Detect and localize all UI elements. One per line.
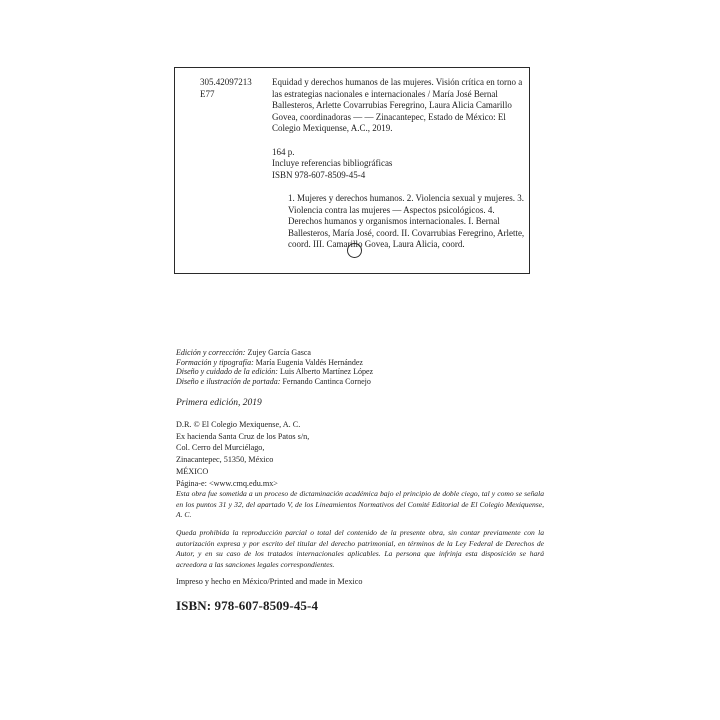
- credit-line: [176, 377, 373, 387]
- edition-statement: Primera edición, 2019: [176, 398, 262, 408]
- rights-line: Zinacantepec, 51350, México: [176, 455, 274, 465]
- isbn-footer: ISBN: 978-607-8509-45-4: [176, 598, 319, 613]
- credit-name: María Eugenia Valdés Hernández: [255, 357, 363, 367]
- credit-name: Luis Alberto Martínez López: [279, 367, 374, 377]
- credit-role: Diseño y cuidado de la edición:: [176, 367, 278, 377]
- catalog-entry: [272, 77, 526, 251]
- catalog-bibliography-note: Incluye referencias bibliográficas: [272, 158, 393, 168]
- credit-name: Zujey García Gasca: [247, 348, 311, 357]
- peer-review-note: Esta obra fue sometida a un proceso de dictaminación académica bajo el principio de doble ciego, tal y como se señala en los puntos 31 y 32, del apartado V, de los Lineamientos Normativos del Comité Editorial de El Colegio Mexiquense, A. C.: [176, 489, 544, 520]
- catalog-subjects: 1. Mujeres y derechos humanos. 2. Violencia sexual y mujeres. 3. Violencia contra las mujeres — Aspectos psicológicos. 4. Derechos humanos y organismos internacionales. I. Bernal Ballesteros, María José, coord. II. Covarrubias Feregrino, Arlette, coord. III. Camarillo Govea, Laura Alicia, coord.: [288, 193, 525, 249]
- card-punch-hole: [347, 243, 362, 258]
- rights-line: D.R. © El Colegio Mexiquense, A. C.: [176, 420, 301, 429]
- credit-role: Diseño e ilustración de portada:: [176, 376, 281, 386]
- rights-block: [176, 419, 309, 489]
- copyright-note: Queda prohibida la reproducción parcial o total del contenido de la presente obra, sin contar previamente con la autorización expresa y por escrito del titular del derecho patrimonial, en términos de la Ley Federal de Derechos de Autor, y en su caso de los tratados internacionales aplicables. La persona que infrinja esta disposición se hará acreedora a las sanciones legales correspondientes.: [176, 528, 544, 569]
- catalog-pages: 164 p.: [272, 146, 295, 157]
- catalog-description: Equidad y derechos humanos de las mujeres. Visión crítica en torno a las estrategias nacionales e internacionales / María José Bernal Ballesteros, Arlette Covarrubias Feregrino, Laura Alicia Camarillo Govea, coordinadoras — — Zinacantepec, Estado de México: El Colegio Mexiquense, A.C., 2019.: [272, 77, 523, 133]
- printed-in-statement: Impreso y hecho en México/Printed and made in Mexico: [176, 577, 363, 586]
- rights-line: Col. Cerro del Murciélago,: [176, 443, 265, 453]
- call-number: [200, 77, 252, 100]
- call-number-line: E77: [200, 88, 215, 99]
- rights-line: Ex hacienda Santa Cruz de los Patos s/n,: [176, 431, 310, 441]
- credit-line: [176, 367, 373, 377]
- credit-line: [176, 358, 373, 368]
- catalog-isbn: ISBN 978-607-8509-45-4: [272, 169, 366, 180]
- credit-role: Formación y tipografía:: [176, 357, 254, 367]
- credit-role: Edición y corrección:: [176, 348, 246, 357]
- credit-line: [176, 348, 373, 358]
- rights-line: Página-e: <www.cmq.edu.mx>: [176, 478, 278, 488]
- rights-line: MÉXICO: [176, 466, 209, 476]
- credit-name: Fernando Cantinca Cornejo: [282, 376, 371, 386]
- credits-list: [176, 348, 373, 386]
- call-number-line: 305.42097213: [200, 77, 252, 87]
